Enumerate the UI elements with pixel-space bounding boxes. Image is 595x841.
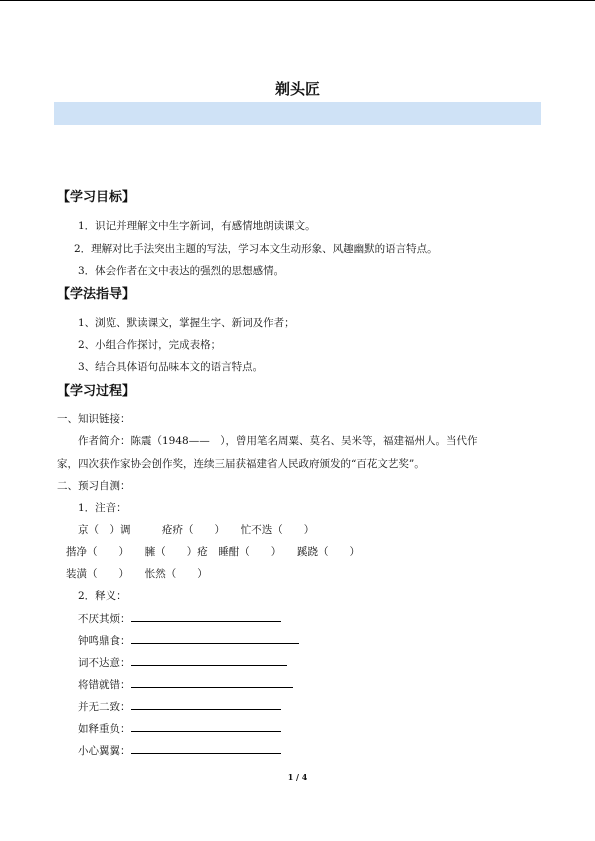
answer-blank[interactable]	[131, 721, 281, 732]
goal-item: 1．识记并理解文中生字新词，有感情地朗读课文。	[78, 220, 316, 232]
author-intro-line1: 作者简介：陈震（1948—— ），曾用笔名周粟、莫名、吴米等，福建福州人。当代作	[78, 435, 478, 447]
pinyin-row-1: 京（ ）调 疮疥（ ） 忙不迭（ ）	[78, 524, 315, 536]
q1-label: 1．注音：	[78, 502, 127, 514]
page-number: 1 / 4	[287, 772, 308, 782]
method-item: 2、小组合作探讨，完成表格；	[78, 339, 222, 351]
answer-blank[interactable]	[131, 699, 281, 710]
term-label: 小心翼翼：	[78, 745, 131, 757]
term-row	[78, 743, 281, 758]
part2-heading: 二、预习自测：	[57, 480, 131, 492]
goals-heading: 【学习目标】	[57, 190, 136, 205]
method-item: 3、结合具体语句品味本文的语言特点。	[78, 361, 264, 373]
term-row	[78, 633, 299, 648]
page-title: 剃头匠	[274, 80, 320, 98]
answer-blank[interactable]	[131, 655, 287, 666]
term-label: 将错就错：	[78, 679, 131, 691]
term-row	[78, 677, 293, 692]
term-row	[78, 699, 281, 714]
term-row	[78, 721, 281, 736]
term-label: 并无二致：	[78, 701, 131, 713]
goal-item: 3．体会作者在文中表达的强烈的思想感情。	[78, 265, 285, 277]
term-label: 词不达意：	[78, 657, 131, 669]
term-label: 钟鸣鼎食：	[78, 635, 131, 647]
method-item: 1、浏览、默读课文，掌握生字、新词及作者；	[78, 317, 295, 329]
term-row	[78, 611, 281, 626]
term-label: 不厌其烦：	[78, 613, 131, 625]
term-row	[78, 655, 287, 670]
term-label: 如释重负：	[78, 723, 131, 735]
q2-label: 2．释义：	[78, 590, 127, 602]
part1-heading: 一、知识链接：	[57, 413, 131, 425]
author-intro-line2: 家，四次获作家协会创作奖，连续三届获福建省人民政府颁发的“百花文艺奖”。	[57, 458, 425, 470]
answer-blank[interactable]	[131, 633, 299, 644]
process-heading: 【学习过程】	[57, 384, 136, 399]
goal-item: 2．理解对比手法突出主题的写法，学习本文生动形象、风趣幽默的语言特点。	[74, 243, 438, 255]
methods-heading: 【学法指导】	[57, 287, 136, 302]
pinyin-row-2: 揩净（ ） 臃（ ）疮 睡酣（ ） 蹊跷（ ）	[66, 546, 360, 558]
answer-blank[interactable]	[131, 677, 293, 688]
top-border	[0, 0, 595, 1]
answer-blank[interactable]	[131, 611, 281, 622]
pinyin-row-3: 装潢（ ） 怅然（ ）	[66, 568, 208, 580]
title-banner	[54, 102, 541, 125]
answer-blank[interactable]	[131, 743, 281, 754]
